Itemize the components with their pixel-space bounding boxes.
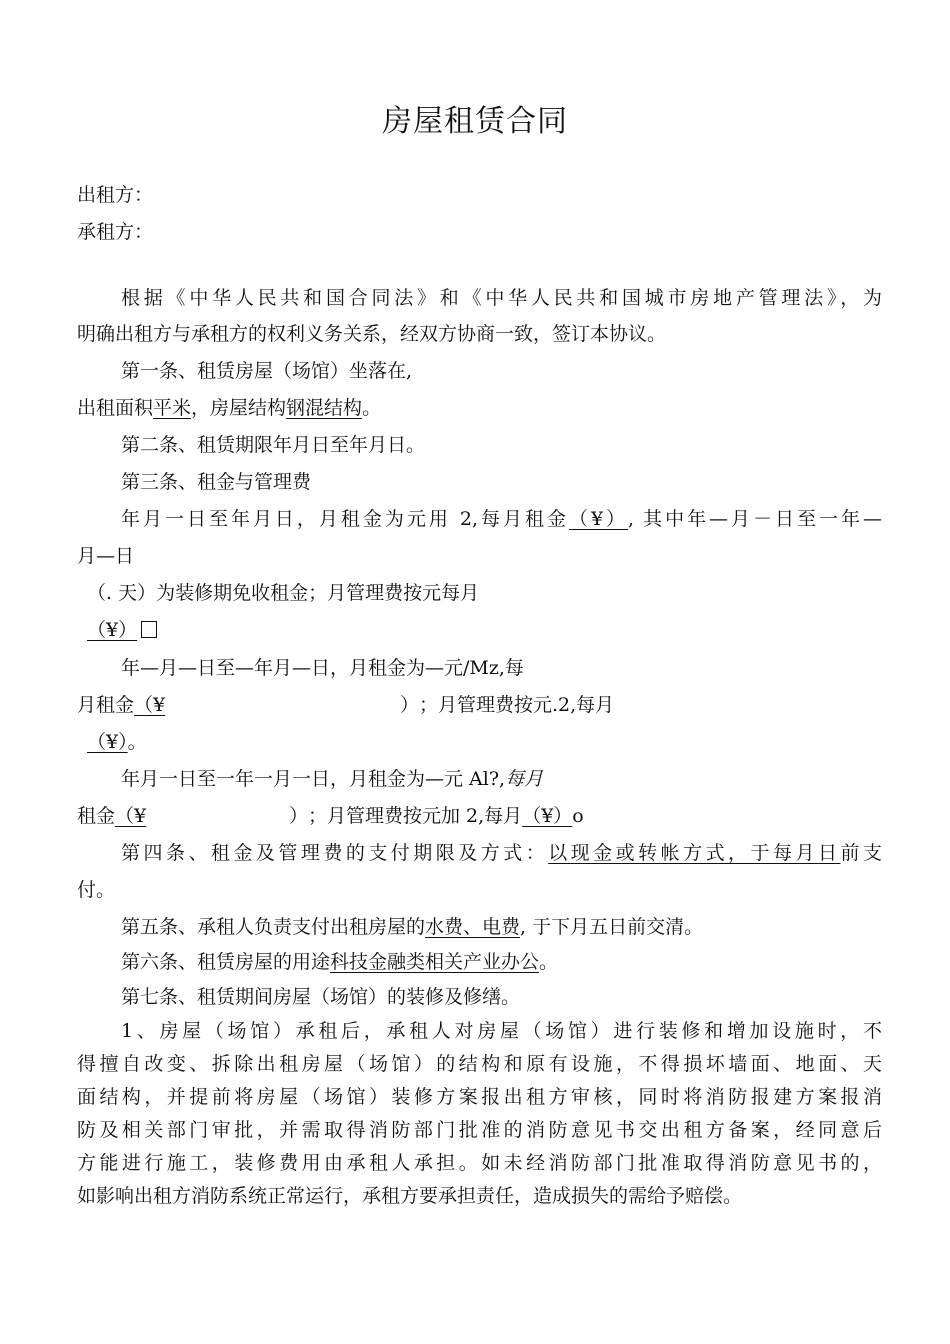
lessee-line: 承租方： [77,221,154,243]
text: 第五条、承租人负责支付出租房屋的 [121,916,426,938]
article-4-line-1 [121,839,882,867]
article-7: 第七条、租赁期间房屋（场馆）的装修及修缮。 [121,986,521,1008]
period-1-line-1 [121,505,882,533]
text: ，房屋结构 [191,397,287,419]
page-title: 房屋租赁合同 [382,104,568,139]
usage-value: 科技金融类相关产业办公 [330,951,540,973]
clause-1-line-4: 防及相关部门审批，并需取得消防部门批准的消防意见书交出租方备案，经同意后 [77,1119,882,1141]
intro-line-1: 根据《中华人民共和国合同法》和《中华人民共和国城市房地产管理法》，为 [121,287,882,309]
period-1-line-4 [87,616,892,644]
text: （¥ [115,805,147,827]
period-2-line-1: 年—月—日至—年月—日，月租金为—元/Mz,每 [121,657,524,679]
payment-method: 以现金或转帐方式，于每月日 [548,842,841,864]
rent-blank-field [134,691,419,719]
text: 出租面积 [77,397,154,419]
article-1-line-2 [77,394,882,422]
text: 。 [539,951,559,973]
checkbox-symbol [141,621,157,638]
period-1-line-3: （. 天）为装修期免收租金；月管理费按元每月 [87,582,480,604]
lessor-line: 出租方： [77,184,154,206]
text: ；月管理费按元.2,每月 [419,694,615,716]
utilities-value: 水费、电费 [425,916,521,938]
clause-1-line-3: 面结构，并提前将房屋（场馆）装修方案报出租方审核，同时将消防报建方案报消 [77,1086,882,1108]
text: 第六条、租赁房屋的用途 [121,951,331,973]
period-3-line-2 [77,802,882,830]
text: 租金 [77,805,116,827]
fee-amount-field: （¥） [87,619,138,641]
text: , 其中年—月－日至一年— [628,508,882,530]
rent-amount-field: （¥） [568,508,629,530]
text: 前支 [840,842,882,864]
text: ） [400,694,420,716]
period-2-line-2 [77,691,882,719]
article-4-line-2: 付。 [77,879,116,901]
clause-1-line-5: 方能进行施工，装修费用由承租人承担。如未经消防部门批准取得消防意见书的， [77,1152,882,1174]
structure-value: 钢混结构 [286,397,363,419]
text: 月租金 [77,694,135,716]
text: 年月一日至一年一月一日，月租金为—元 Al?, [121,768,506,790]
area-unit: 平米 [153,397,192,419]
clause-1-line-6: 如影响出租方消防系统正常运行，承租方要承担责任，造成损失的需给予赔偿。 [77,1185,743,1207]
fee-amount-field: （¥） [87,731,128,753]
text: （¥ [134,694,166,716]
article-6 [121,948,882,976]
text: 。 [127,731,147,753]
period-2-line-3 [87,728,892,756]
text: 。 [362,397,382,419]
intro-line-2: 明确出租方与承租方的权利义务关系，经双方协商一致，签订本协议。 [77,323,667,345]
text: , 于下月五日前交清。 [520,916,704,938]
text: 每月 [505,768,544,790]
article-2: 第二条、租赁期限年月日至年月日。 [121,434,426,456]
text: ） [289,805,309,827]
text: ；月管理费按元加 2,每月 [308,805,523,827]
period-1-line-2: 月—日 [77,545,135,567]
clause-1-line-1: 1、房屋（场馆）承租后，承租人对房屋（场馆）进行装修和增加设施时，不 [121,1020,882,1042]
text: o [572,805,584,827]
rent-blank-field [115,802,308,830]
text: 年月一日至年月日，月租金为元用 2,每月租金 [121,508,569,530]
article-1-line-1: 第一条、租赁房屋（场馆）坐落在, [121,360,413,382]
text: 第四条、租金及管理费的支付期限及方式： [121,842,549,864]
article-5 [121,913,882,941]
fee-amount-field: （¥） [522,805,573,827]
period-3-line-1 [121,765,882,793]
article-3: 第三条、租金与管理费 [121,471,312,493]
clause-1-line-2: 得擅自改变、拆除出租房屋（场馆）的结构和原有设施，不得损坏墙面、地面、天 [77,1053,882,1075]
